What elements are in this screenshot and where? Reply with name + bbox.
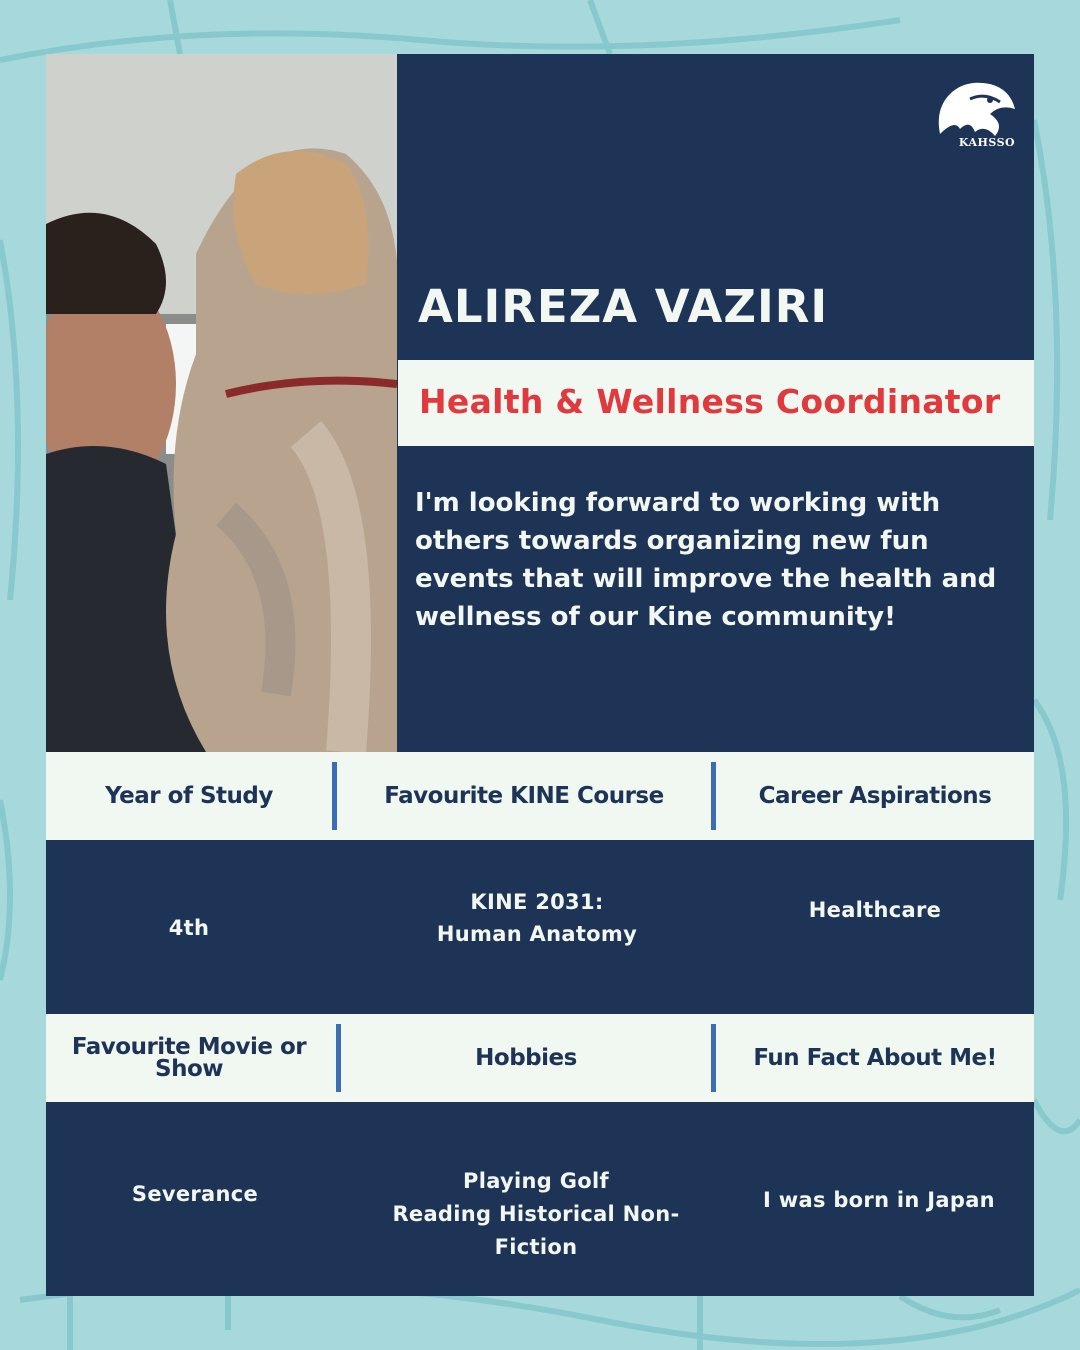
- profile-card: [46, 54, 1034, 1296]
- value-favourite-course: [337, 884, 737, 952]
- header-fun-fact: Fun Fact About Me!: [753, 1045, 997, 1071]
- lion-head-logo-icon: [930, 74, 1020, 144]
- value-fun-fact: I was born in Japan: [763, 1188, 995, 1212]
- header-favourite-movie: Favourite Movie or Show: [71, 1034, 307, 1082]
- hobby-line-3: Fiction: [494, 1234, 578, 1259]
- logo-text: KAHSSO: [958, 136, 1016, 149]
- hobby-line-2: Reading Historical Non-: [392, 1201, 680, 1226]
- header-band-2: [46, 1014, 1034, 1102]
- header-band-1: [46, 752, 1034, 840]
- person-name: ALIREZA VAZIRI: [418, 280, 829, 333]
- role-title: Health & Wellness Coordinator: [419, 382, 1001, 421]
- role-band: [398, 360, 1034, 446]
- header-hobbies: Hobbies: [475, 1045, 577, 1071]
- course-line-2: Human Anatomy: [436, 922, 638, 946]
- header-year-of-study: Year of Study: [105, 783, 273, 809]
- hobby-line-1: Playing Golf: [463, 1168, 609, 1193]
- header-favourite-course: Favourite KINE Course: [384, 783, 664, 809]
- value-career-aspirations: Healthcare: [808, 898, 942, 922]
- personal-quote: I'm looking forward to working with others towards organizing new fun events that will improve the health and wellness of our Kine community!: [415, 488, 997, 632]
- value-year-of-study: 4th: [168, 916, 210, 940]
- course-line-1: KINE 2031:: [470, 890, 604, 914]
- header-career-aspirations: Career Aspirations: [758, 783, 992, 809]
- value-hobbies: [346, 1162, 726, 1266]
- value-favourite-movie: Severance: [131, 1182, 259, 1206]
- profile-photo: [46, 54, 397, 752]
